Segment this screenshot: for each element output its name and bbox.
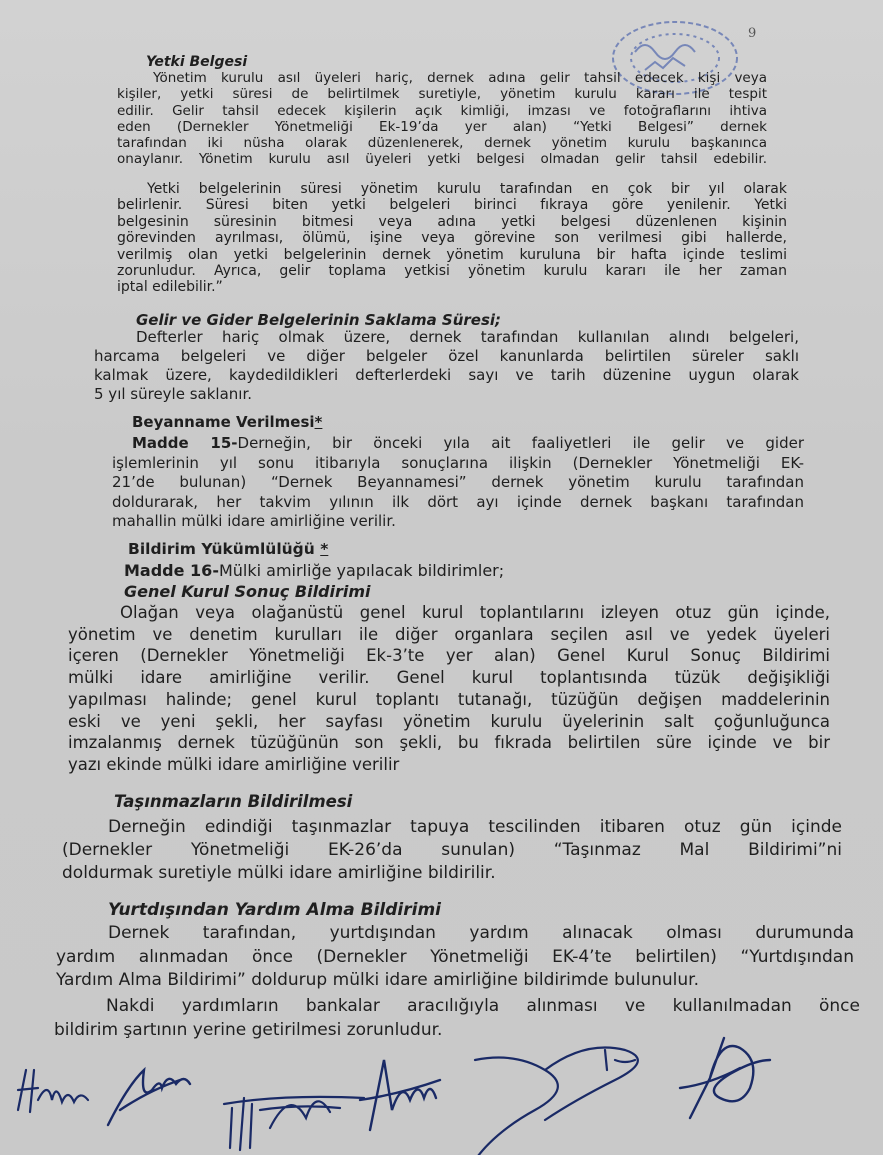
madde-16-text: Mülki amirliğe yapılacak bildirimler; xyxy=(218,561,505,580)
text-line: mülki idare amirliğine verilir. Genel kurul toplantısında tüzük değişikliği xyxy=(68,668,830,688)
bildirim-title: Bildirim Yükümlülüğü xyxy=(128,540,315,558)
text-line: Yardım Alma Bildirimi” doldurup mülki idare amirliğine bildirimde bulunulur. xyxy=(56,970,699,990)
text-line: yapılması halinde; genel kurul toplantı tutanağı, tüzüğün değişen maddelerinin xyxy=(68,689,830,709)
text-line: imzalanmış dernek tüzüğünün son şekli, bu fıkrada belirtilen süre içinde ve bir xyxy=(68,733,830,753)
section-title-tasinmaz: Taşınmazların Bildirilmesi xyxy=(114,792,353,811)
section-title-saklama: Gelir ve Gider Belgelerinin Saklama Süresi; xyxy=(136,311,502,329)
signature-1 xyxy=(8,1060,98,1130)
text-line: Dernek tarafından, yurtdışından yardım alınacak olması durumunda xyxy=(108,923,854,943)
text-line: tarafından iki nüsha olarak düzenlenerek, dernek yönetim kurulu başkanınca xyxy=(117,135,767,152)
text-line: yönetim ve denetim kurulları ile diğer organlara seçilen asıl ve yedek üyeleri xyxy=(68,624,830,644)
text-line: mahallin mülki idare amirliğine verilir. xyxy=(112,512,396,530)
signature-5 xyxy=(455,1030,655,1140)
subsection-title-genel-kurul: Genel Kurul Sonuç Bildirimi xyxy=(124,582,371,601)
madde-16-line xyxy=(124,561,504,580)
signature-6 xyxy=(670,1018,790,1128)
text-line: Derneğin edindiği taşınmazlar tapuya tescilinden itibaren otuz gün içinde xyxy=(108,817,842,837)
footnote-star: * xyxy=(314,413,323,431)
section-title-yetki: Yetki Belgesi xyxy=(146,54,248,70)
text-line: kişiler, yetki süresi de belirtilmek suretiyle, yönetim kurulu kararı ile tespit xyxy=(117,86,767,103)
text-line: 5 yıl süreyle saklanır. xyxy=(94,385,253,403)
madde-16-label: Madde 16- xyxy=(124,561,219,580)
text-line: işlemlerinin yıl sonu itibarıyla sonuçlarına ilişkin (Dernekler Yönetmeliği EK- xyxy=(112,453,804,472)
madde-15-text: Derneğin, bir önceki yıla ait faaliyetleri ile gelir ve gider xyxy=(237,434,804,452)
text-line: Yönetim kurulu asıl üyeleri hariç, dernek adına gelir tahsil edecek kişi veya xyxy=(153,70,767,86)
yurtdisi-paragraph-1 xyxy=(56,922,854,993)
yetki-paragraph-2 xyxy=(117,181,787,296)
section-title-yurtdisi: Yurtdışından Yardım Alma Bildirimi xyxy=(108,900,441,920)
section-title-beyanname xyxy=(132,413,322,431)
genel-kurul-paragraph xyxy=(68,602,830,776)
text-line: belirlenir. Süresi biten yetki belgeleri birinci fıkraya göre yenilenir. Yetki xyxy=(117,197,787,214)
text-line: yazı ekinde mülki idare amirliğine verilir xyxy=(68,754,400,774)
footnote-star: * xyxy=(320,540,329,558)
signature-2 xyxy=(100,1050,210,1135)
text-line: harcama belgeleri ve diğer belgeler özel kanunlarda belirtilen süreler saklı xyxy=(94,347,799,365)
text-line: doldurmak suretiyle mülki idare amirliğine bildirilir. xyxy=(62,863,496,883)
text-line: bildirim şartının yerine getirilmesi zorunludur. xyxy=(54,1020,443,1040)
text-line: edilir. Gelir tahsil edecek kişilerin açık kimliği, imzası ve fotoğraflarını ihtiva xyxy=(117,102,767,119)
text-line: görevinden ayrılması, ölümü, işine veya görevine son verilmesi gibi hallerde, xyxy=(117,230,787,247)
text-line: (Dernekler Yönetmeliği EK-26’da sunulan) “Taşınmaz Mal Bildirimi”ni xyxy=(62,840,842,860)
yetki-paragraph-1 xyxy=(117,70,767,168)
text-line: Olağan veya olağanüstü genel kurul toplantılarını izleyen otuz gün içinde, xyxy=(120,603,830,622)
text-line: doldurarak, her takvim yılının ilk dört ayı içinde dernek başkanı tarafından xyxy=(112,492,804,511)
text-line xyxy=(112,434,804,454)
text-line: 21’de bulunan) “Dernek Beyannamesi” dernek yönetim kurulu tarafından xyxy=(112,473,804,491)
text-line: iptal edilebilir.” xyxy=(117,279,223,296)
beyanname-paragraph xyxy=(112,434,804,532)
text-line: eski ve yeni şekli, her sayfası yönetim kurulu üyelerinin salt çoğunluğunca xyxy=(68,711,830,731)
madde-15-label: Madde 15- xyxy=(132,434,238,452)
tasinmaz-paragraph xyxy=(62,816,842,885)
text-line: eden (Dernekler Yönetmeliği Ek-19’da yer alan) “Yetki Belgesi” dernek xyxy=(117,118,767,135)
saklama-paragraph xyxy=(94,328,799,404)
section-title-bildirim xyxy=(128,540,328,558)
text-line: verilmiş olan yetki belgelerinin dernek yönetim kuruluna bir hafta içinde teslimi xyxy=(117,246,787,263)
text-line: kalmak üzere, kaydedildikleri defterlerdeki sayı ve tarih düzenine uygun olarak xyxy=(94,366,799,384)
text-line: Nakdi yardımların bankalar aracılığıyla alınması ve kullanılmadan önce xyxy=(106,996,860,1016)
text-line: belgesinin süresinin bitmesi veya adına yetki belgesi düzenlenen kişinin xyxy=(117,213,787,230)
text-line: zorunludur. Ayrıca, gelir toplama yetkisi yönetim kurulu kararı ile her zaman xyxy=(117,263,787,280)
signature-4 xyxy=(340,1040,450,1140)
text-line: onaylanır. Yönetim kurulu asıl üyeleri yetki belgesi olmadan gelir tahsil edebilir. xyxy=(117,151,767,168)
beyanname-title: Beyanname Verilmesi xyxy=(132,413,315,431)
text-line: Yetki belgelerinin süresi yönetim kurulu tarafından en çok bir yıl olarak xyxy=(147,181,787,197)
page-number: 9 xyxy=(748,26,757,41)
text-line: Defterler hariç olmak üzere, dernek tarafından kullanılan alındı belgeleri, xyxy=(136,328,799,346)
text-line: içeren (Dernekler Yönetmeliği Ek-3’te yer alan) Genel Kurul Sonuç Bildirimi xyxy=(68,646,830,666)
text-line: yardım alınmadan önce (Dernekler Yönetmeliği EK-4’te belirtilen) “Yurtdışından xyxy=(56,946,854,967)
